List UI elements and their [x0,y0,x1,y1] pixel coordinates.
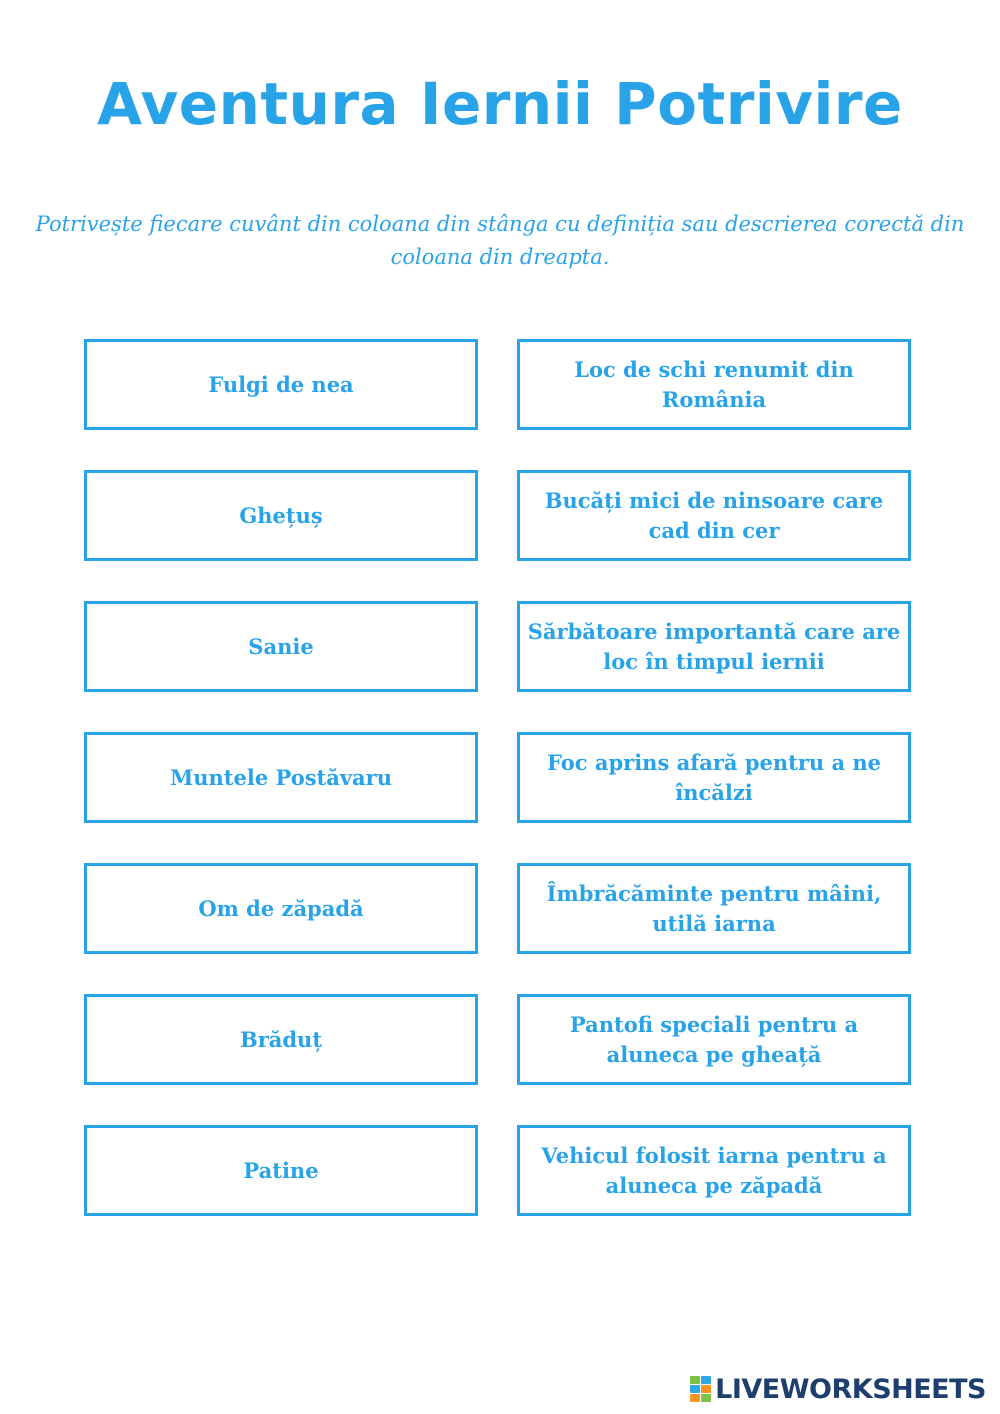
left-item-label: Om de zăpadă [198,895,364,921]
left-item-2[interactable] [84,470,478,561]
left-item-7[interactable] [84,1125,478,1216]
right-item-label: Sărbătoare importantă care are loc în timpul iernii [527,618,901,674]
left-item-label: Patine [243,1157,319,1183]
right-item-1[interactable] [517,339,911,430]
right-item-label: Vehicul folosit iarna pentru a aluneca pe zăpadă [541,1142,887,1198]
right-item-label: Bucăți mici de ninsoare care cad din cer [544,487,884,543]
right-item-label: Loc de schi renumit din România [574,356,854,412]
left-item-label: Sanie [248,633,314,659]
right-item-4[interactable] [517,732,911,823]
liveworksheets-logo-icon [690,1376,712,1402]
worksheet-title: Aventura Iernii Potrivire [97,70,903,138]
liveworksheets-brand [690,1372,986,1406]
left-item-6[interactable] [84,994,478,1085]
left-item-label: Ghețuș [239,502,323,528]
left-item-label: Fulgi de nea [208,371,354,397]
right-item-3[interactable] [517,601,911,692]
left-item-5[interactable] [84,863,478,954]
brand-name: LIVEWORKSHEETS [715,1373,986,1405]
left-item-4[interactable] [84,732,478,823]
instructions-text: Potrivește fiecare cuvânt din coloana din stânga cu definiția sau descrierea corectă din coloana din dreapta. [35,212,965,269]
left-item-1[interactable] [84,339,478,430]
left-item-3[interactable] [84,601,478,692]
right-item-6[interactable] [517,994,911,1085]
right-item-7[interactable] [517,1125,911,1216]
right-item-label: Îmbrăcăminte pentru mâini, utilă iarna [546,880,882,936]
left-item-label: Muntele Postăvaru [170,764,392,790]
left-item-label: Brăduț [239,1026,323,1052]
right-item-2[interactable] [517,470,911,561]
right-item-label: Foc aprins afară pentru a ne încălzi [546,749,882,805]
right-item-5[interactable] [517,863,911,954]
right-item-label: Pantofi speciali pentru a aluneca pe gheață [569,1011,859,1067]
